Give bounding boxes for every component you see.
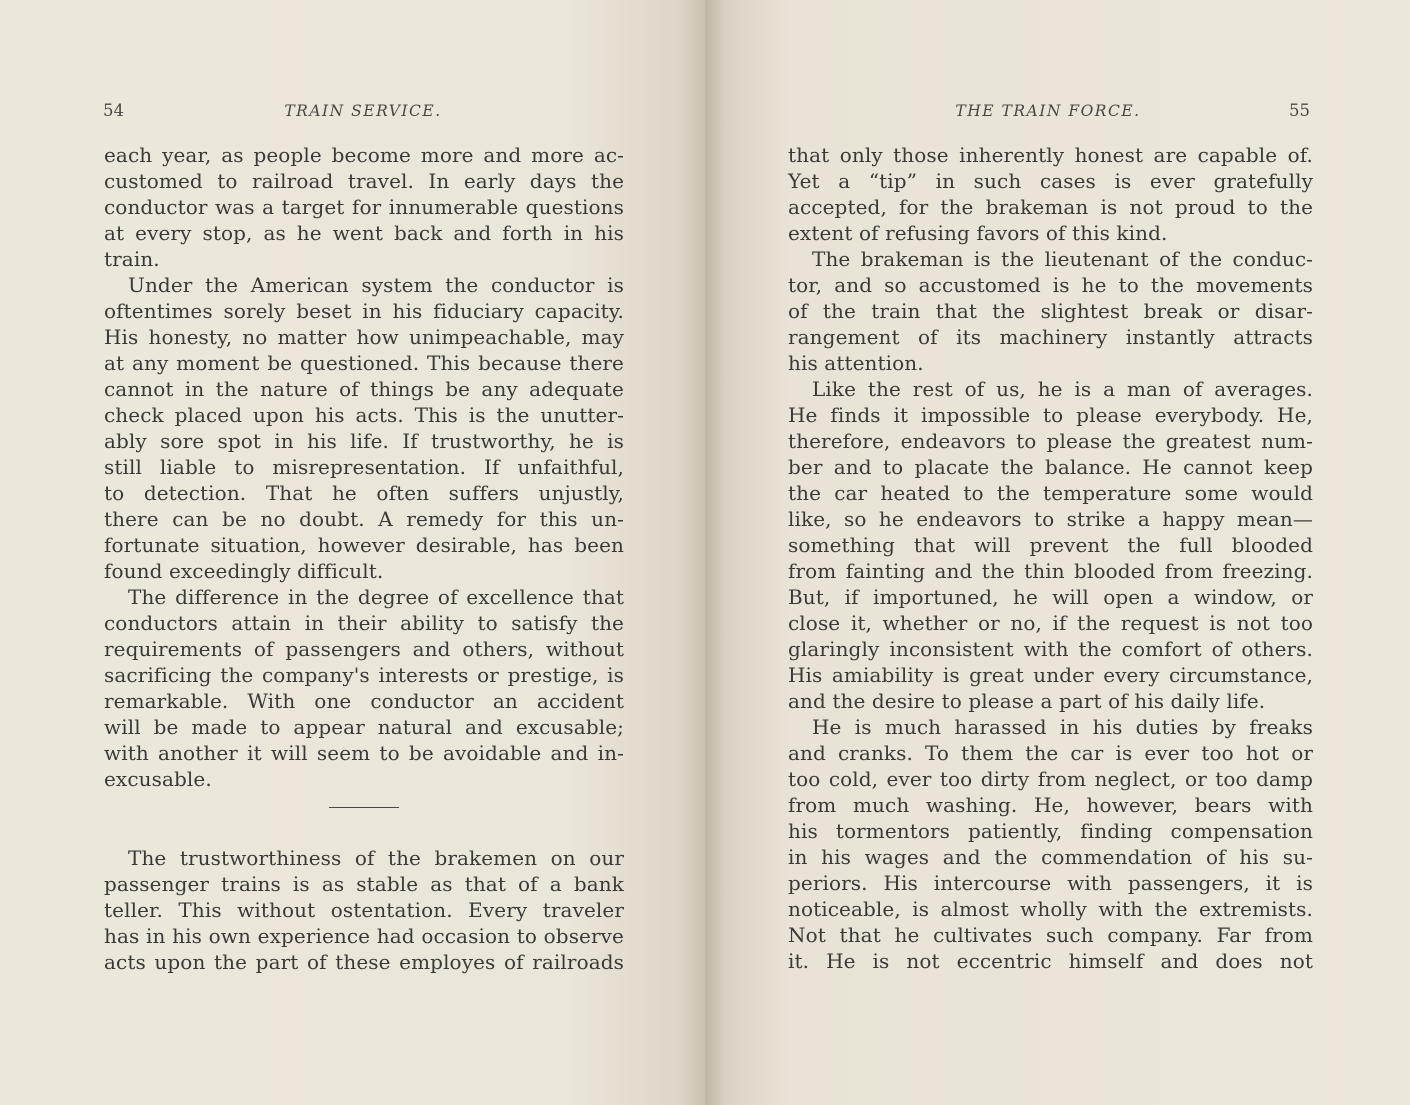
text-line: conductor was a target for innumerable questions bbox=[104, 195, 624, 219]
text-line: His amiability is great under every circumstance, bbox=[788, 663, 1313, 687]
text-line: that only those inherently honest are capable of. bbox=[788, 143, 1313, 167]
text-line: cannot in the nature of things be any adequate bbox=[104, 377, 624, 401]
text-line: oftentimes sorely beset in his fiduciary capacity. bbox=[104, 299, 624, 323]
text-line: His honesty, no matter how unimpeachable, may bbox=[104, 325, 624, 349]
text-line: his attention. bbox=[788, 351, 924, 375]
text-line: Yet a “tip” in such cases is ever gratefully bbox=[788, 169, 1313, 193]
text-line: there can be no doubt. A remedy for this un- bbox=[104, 507, 624, 531]
text-line: and the desire to please a part of his daily life. bbox=[788, 689, 1266, 713]
text-line: something that will prevent the full blooded bbox=[788, 533, 1313, 557]
text-line: like, so he endeavors to strike a happy mean— bbox=[788, 507, 1313, 531]
text-line: passenger trains is as stable as that of a bank bbox=[104, 872, 624, 896]
text-line: customed to railroad travel. In early days the bbox=[104, 169, 624, 193]
text-line: too cold, ever too dirty from neglect, or too damp bbox=[788, 767, 1313, 791]
text-line: remarkable. With one conductor an accident bbox=[104, 689, 624, 713]
text-line: train. bbox=[104, 247, 160, 271]
text-line: He finds it impossible to please everybody. He, bbox=[788, 403, 1313, 427]
left-running-title: TRAIN SERVICE. bbox=[284, 102, 442, 120]
left-page-number: 54 bbox=[103, 101, 124, 120]
text-line: from much washing. He, however, bears with bbox=[788, 793, 1313, 817]
text-line: in his wages and the commendation of his su- bbox=[788, 845, 1313, 869]
text-line: at every stop, as he went back and forth in his bbox=[104, 221, 624, 245]
text-line: glaringly inconsistent with the comfort of others. bbox=[788, 637, 1313, 661]
text-line: Like the rest of us, he is a man of averages. bbox=[812, 377, 1313, 401]
right-page-number: 55 bbox=[1289, 101, 1310, 120]
text-line: noticeable, is almost wholly with the extremists. bbox=[788, 897, 1313, 921]
text-line: with another it will seem to be avoidable and in- bbox=[104, 741, 624, 765]
text-line: it. He is not eccentric himself and does not bbox=[788, 949, 1313, 973]
text-line: But, if importuned, he will open a window, or bbox=[788, 585, 1313, 609]
text-line: extent of refusing favors of this kind. bbox=[788, 221, 1168, 245]
text-line: therefore, endeavors to please the greatest num- bbox=[788, 429, 1313, 453]
text-line: The brakeman is the lieutenant of the conduc- bbox=[812, 247, 1313, 271]
text-line: periors. His intercourse with passengers, it is bbox=[788, 871, 1313, 895]
left-text-block bbox=[104, 142, 624, 975]
section-divider bbox=[329, 807, 399, 808]
text-line: close it, whether or no, if the request is not too bbox=[788, 611, 1313, 635]
text-line: will be made to appear natural and excusable; bbox=[104, 715, 624, 739]
text-line: The trustworthiness of the brakemen on our bbox=[128, 846, 624, 870]
text-line: the car heated to the temperature some would bbox=[788, 481, 1313, 505]
text-line: rangement of its machinery instantly attracts bbox=[788, 325, 1313, 349]
text-line: excusable. bbox=[104, 767, 212, 791]
right-text-block bbox=[788, 142, 1313, 974]
text-line: still liable to misrepresentation. If unfaithful, bbox=[104, 455, 624, 479]
text-line: at any moment be questioned. This because there bbox=[104, 351, 624, 375]
text-line: ably sore spot in his life. If trustworthy, he is bbox=[104, 429, 624, 453]
text-line: acts upon the part of these employes of railroads bbox=[104, 950, 624, 974]
text-line: found exceedingly difficult. bbox=[104, 559, 384, 583]
text-line: accepted, for the brakeman is not proud to the bbox=[788, 195, 1313, 219]
text-line: his tormentors patiently, finding compensation bbox=[788, 819, 1313, 843]
text-line: He is much harassed in his duties by freaks bbox=[812, 715, 1313, 739]
text-line: check placed upon his acts. This is the unutter- bbox=[104, 403, 624, 427]
text-line: from fainting and the thin blooded from freezing. bbox=[788, 559, 1313, 583]
text-line: The difference in the degree of excellence that bbox=[128, 585, 624, 609]
text-line: conductors attain in their ability to satisfy the bbox=[104, 611, 624, 635]
left-running-head bbox=[103, 98, 623, 124]
text-line: and cranks. To them the car is ever too hot or bbox=[788, 741, 1313, 765]
text-line: teller. This without ostentation. Every traveler bbox=[104, 898, 624, 922]
text-line: has in his own experience had occasion to observe bbox=[104, 924, 624, 948]
text-line: Under the American system the conductor is bbox=[128, 273, 624, 297]
text-line: fortunate situation, however desirable, has been bbox=[104, 533, 624, 557]
text-line: each year, as people become more and more ac- bbox=[104, 143, 624, 167]
text-line: requirements of passengers and others, without bbox=[104, 637, 624, 661]
text-line: tor, and so accustomed is he to the movements bbox=[788, 273, 1313, 297]
text-line: sacrificing the company's interests or prestige, is bbox=[104, 663, 624, 687]
right-running-title: THE TRAIN FORCE. bbox=[955, 102, 1141, 120]
right-page bbox=[705, 0, 1410, 1105]
text-line: to detection. That he often suffers unjustly, bbox=[104, 481, 624, 505]
right-running-head bbox=[786, 98, 1310, 124]
text-line: Not that he cultivates such company. Far from bbox=[788, 923, 1313, 947]
text-line: of the train that the slightest break or disar- bbox=[788, 299, 1313, 323]
text-line: ber and to placate the balance. He cannot keep bbox=[788, 455, 1313, 479]
